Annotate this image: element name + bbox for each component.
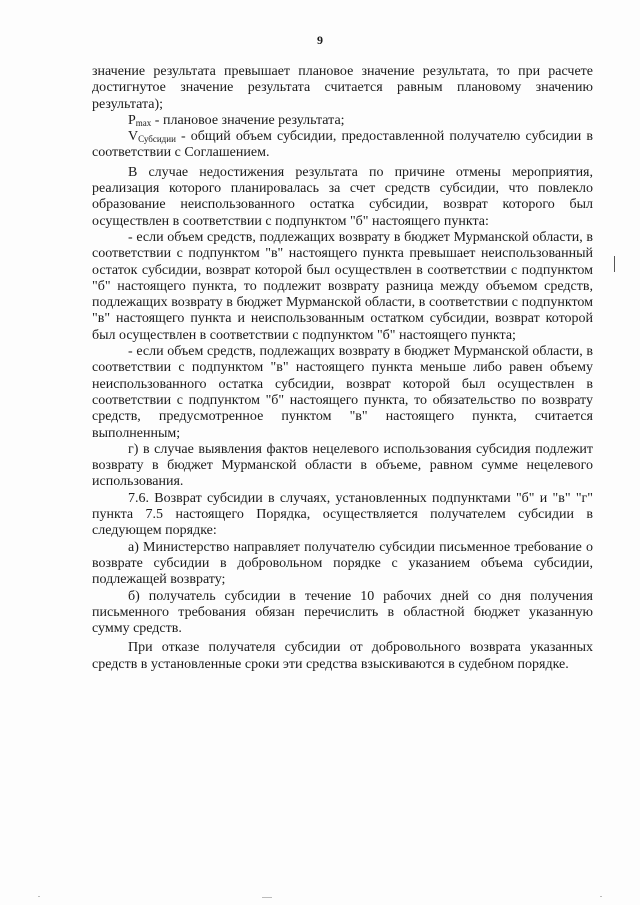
paragraph-misuse: г) в случае выявления фактов нецелевого использования субсидия подлежит возврату в бюджет Мурманской области в объеме, равном сумме нецелевого использования. (92, 441, 593, 490)
paragraph-volume-exceeds: - если объем средств, подлежащих возврату в бюджет Мурманской области, в соответствии с подпунктом "в" настоящего пункта превышает неиспользованный остаток субсидии, возврат которой был осуществлен в соответствии с подпунктом "б" настоящего пункта, то подлежит возврату разница между объемом средств, подлежащих возврату в бюджет Мурманской области, в соответствии с подпунктом "в" настоящего пункта и неиспользованным остатком субсидии, возврат которой был осуществлен в соответствии с подпунктом "б" настоящего пункта; (92, 229, 593, 343)
document-body (92, 64, 593, 673)
paragraph-section-7-6: 7.6. Возврат субсидии в случаях, установленных подпунктами "б" и "в" "г" пункта 7.5 настоящего Порядка, осуществляется получателем субсидии в следующем порядке: (92, 490, 593, 539)
vsubsidy-symbol: V (128, 129, 139, 145)
scan-speck (38, 896, 40, 897)
pmax-subscript: max (135, 117, 152, 128)
scan-margin-mark (614, 256, 615, 272)
paragraph-court-recovery: При отказе получателя субсидии от добровольного возврата указанных средств в установленные сроки эти средства взыскиваются в судебном порядке. (92, 640, 593, 672)
paragraph-event-cancellation: В случае недостижения результата по причине отмены мероприятия, реализация которого планировалась за счет средств субсидии, что повлекло образование неиспользованного остатка субсидии, возврат которого был осуществлен в соответствии с подпунктом "б" настоящего пункта: (92, 164, 593, 229)
scan-speck (262, 897, 272, 898)
pmax-symbol: P (128, 112, 136, 128)
paragraph-vsubsidy-definition (92, 129, 593, 162)
scan-speck (600, 896, 602, 897)
page-number: 9 (317, 33, 323, 47)
paragraph-recipient-obligation: б) получатель субсидии в течение 10 рабочих дней со дня получения письменного требования обязан перечислить в областной бюджет указанную сумму средств. (92, 588, 593, 637)
paragraph-ministry-requirement: а) Министерство направляет получателю субсидии письменное требование о возврате субсидии в добровольном порядке с указанием объема субсидии, подлежащей возврату; (92, 539, 593, 588)
vsubsidy-subscript: Субсидии (138, 134, 176, 145)
paragraph-pmax-definition (92, 113, 593, 129)
pmax-text: - плановое значение результата; (151, 112, 345, 128)
paragraph-volume-less-or-equal: - если объем средств, подлежащих возврату в бюджет Мурманской области, в соответствии с подпунктом "в" настоящего пункта меньше либо равен объему неиспользованного остатка субсидии, возврат которой был осуществлен в соответствии с подпунктом "б" настоящего пункта, то обязательство по возврату средств, предусмотренное пунктом "в" настоящего пункта, считается выполненным; (92, 344, 593, 441)
paragraph-result-continuation: значение результата превышает плановое значение результата, то при расчете достигнутое значение результата считается равным плановому значению результата); (92, 64, 593, 112)
vsubsidy-text: - общий объем субсидии, предоставленной получателю субсидии в соответствии с Соглашением. (92, 129, 593, 161)
